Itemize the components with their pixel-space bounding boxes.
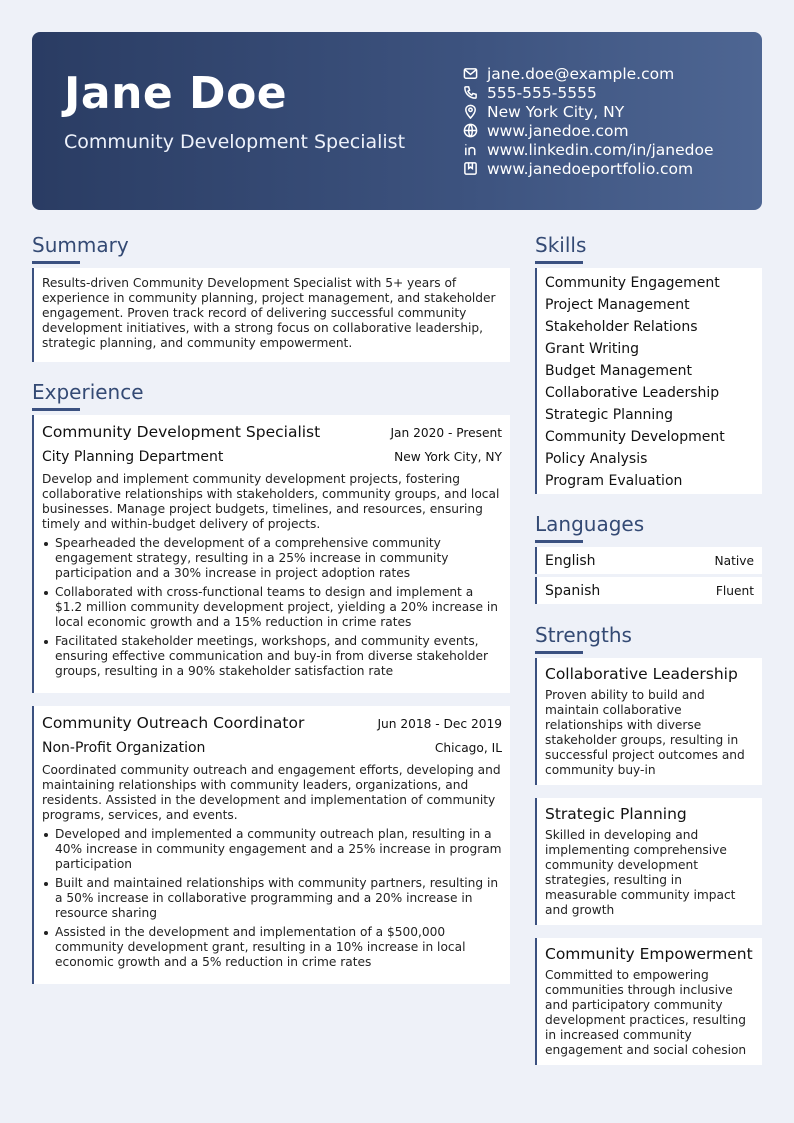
skill-item: Project Management bbox=[545, 297, 690, 313]
portfolio-icon bbox=[462, 161, 478, 177]
job-achievements bbox=[42, 827, 502, 970]
language-level: Native bbox=[714, 553, 754, 568]
achievement-item: Facilitated stakeholder meetings, workshops, and community events, ensuring effective communication and buy-in from diverse stakeholder groups, resulting in a 90% stakeholder satisfaction rate bbox=[42, 634, 502, 679]
contact-phone-text: 555-555-5555 bbox=[487, 83, 597, 102]
skill-item: Program Evaluation bbox=[545, 473, 683, 489]
linkedin-icon bbox=[462, 142, 478, 158]
job-dates: Jun 2018 - Dec 2019 bbox=[377, 717, 502, 731]
achievement-item: Assisted in the development and implementation of a $500,000 community development grant, resulting in a 10% increase in local economic growth and a 5% reduction in crime rates bbox=[42, 925, 502, 970]
contact-portfolio-text: www.janedoeportfolio.com bbox=[487, 159, 694, 178]
skill-item: Policy Analysis bbox=[545, 451, 648, 467]
skill-item: Stakeholder Relations bbox=[545, 319, 698, 335]
strength-item bbox=[535, 658, 762, 785]
section-underline bbox=[535, 540, 583, 543]
job-description: Develop and implement community development projects, fostering collaborative relationships with stakeholders, community groups, and local businesses. Manage project budgets, timelines, and resources, ensuring timely and within-budget delivery of projects. bbox=[42, 472, 500, 531]
languages-heading: Languages bbox=[535, 512, 645, 536]
strength-item bbox=[535, 938, 762, 1065]
contact-list bbox=[462, 64, 714, 178]
job-title: Community Development Specialist bbox=[42, 423, 321, 441]
contact-website[interactable] bbox=[462, 121, 714, 140]
summary-heading: Summary bbox=[32, 233, 129, 257]
candidate-title: Community Development Specialist bbox=[64, 131, 406, 153]
strength-description: Proven ability to build and maintain collaborative relationships with diverse stakeholder groups, resulting in successful project outcomes and community buy-in bbox=[545, 688, 745, 777]
contact-linkedin[interactable] bbox=[462, 140, 714, 159]
phone-icon bbox=[462, 85, 478, 101]
right-column bbox=[535, 232, 762, 1078]
section-underline bbox=[535, 651, 583, 654]
skills-heading: Skills bbox=[535, 233, 587, 257]
job-entry bbox=[32, 415, 510, 693]
contact-location[interactable] bbox=[462, 102, 714, 121]
job-entry bbox=[32, 706, 510, 984]
achievement-item: Spearheaded the development of a comprehensive community engagement strategy, resulting in a 25% increase in community participation and a 30% increase in project adoption rates bbox=[42, 536, 502, 581]
mail-icon bbox=[462, 66, 478, 82]
skill-item: Community Development bbox=[545, 429, 725, 445]
strength-title: Community Empowerment bbox=[545, 945, 753, 963]
location-icon bbox=[462, 104, 478, 120]
section-underline bbox=[535, 261, 583, 264]
achievement-item: Developed and implemented a community outreach plan, resulting in a 40% increase in community engagement and a 25% increase in program participation bbox=[42, 827, 502, 872]
contact-portfolio[interactable] bbox=[462, 159, 714, 178]
strength-title: Collaborative Leadership bbox=[545, 665, 738, 683]
job-location: New York City, NY bbox=[394, 450, 502, 464]
section-underline bbox=[32, 408, 80, 411]
strength-description: Skilled in developing and implementing comprehensive community development strategies, resulting in measurable community impact and growth bbox=[545, 828, 736, 917]
job-organization: City Planning Department bbox=[42, 449, 224, 465]
contact-email[interactable] bbox=[462, 64, 714, 83]
summary-text: Results-driven Community Development Specialist with 5+ years of experience in community planning, project management, and stakeholder engagement. Proven track record of delivering successful community development initiatives, with a strong focus on collaborative leadership, strategic planning, and community empowerment. bbox=[32, 268, 510, 362]
skill-item: Strategic Planning bbox=[545, 407, 674, 423]
skill-item: Grant Writing bbox=[545, 341, 639, 357]
job-location: Chicago, IL bbox=[434, 741, 502, 755]
strength-item bbox=[535, 798, 762, 925]
section-underline bbox=[32, 261, 80, 264]
candidate-name: Jane Doe bbox=[64, 68, 288, 119]
job-achievements bbox=[42, 536, 502, 679]
skill-item: Collaborative Leadership bbox=[545, 385, 720, 401]
job-title: Community Outreach Coordinator bbox=[42, 714, 305, 732]
skill-item: Community Engagement bbox=[545, 275, 720, 291]
job-description: Coordinated community outreach and engagement efforts, developing and maintaining relationships with community leaders, organizations, and residents. Assisted in the development and implementation of community programs, services, and events. bbox=[42, 763, 501, 822]
language-name: English bbox=[545, 552, 596, 569]
language-item bbox=[535, 547, 762, 574]
contact-website-text: www.janedoe.com bbox=[487, 121, 629, 140]
strength-title: Strategic Planning bbox=[545, 805, 687, 823]
contact-email-text: jane.doe@example.com bbox=[487, 64, 675, 83]
left-column bbox=[32, 232, 510, 997]
job-dates: Jan 2020 - Present bbox=[390, 426, 502, 440]
language-level: Fluent bbox=[715, 583, 754, 598]
strength-description: Committed to empowering communities through inclusive and participatory community development practices, resulting in increased community engagement and social cohesion bbox=[545, 968, 747, 1057]
contact-linkedin-text: www.linkedin.com/in/janedoe bbox=[487, 140, 714, 159]
job-organization: Non-Profit Organization bbox=[42, 740, 206, 756]
contact-location-text: New York City, NY bbox=[487, 102, 625, 121]
achievement-item: Collaborated with cross-functional teams to design and implement a $1.2 million community development project, yielding a 20% increase in local economic growth and a 15% reduction in crime rates bbox=[42, 585, 502, 630]
skills-list bbox=[535, 268, 762, 494]
strengths-heading: Strengths bbox=[535, 623, 632, 647]
achievement-item: Built and maintained relationships with community partners, resulting in a 50% increase in collaborative programming and a 20% increase in resource sharing bbox=[42, 876, 502, 921]
experience-heading: Experience bbox=[32, 380, 144, 404]
language-name: Spanish bbox=[545, 582, 601, 599]
resume-header bbox=[32, 32, 762, 210]
contact-phone[interactable] bbox=[462, 83, 714, 102]
globe-icon bbox=[462, 123, 478, 139]
language-item bbox=[535, 577, 762, 604]
skill-item: Budget Management bbox=[545, 363, 693, 379]
